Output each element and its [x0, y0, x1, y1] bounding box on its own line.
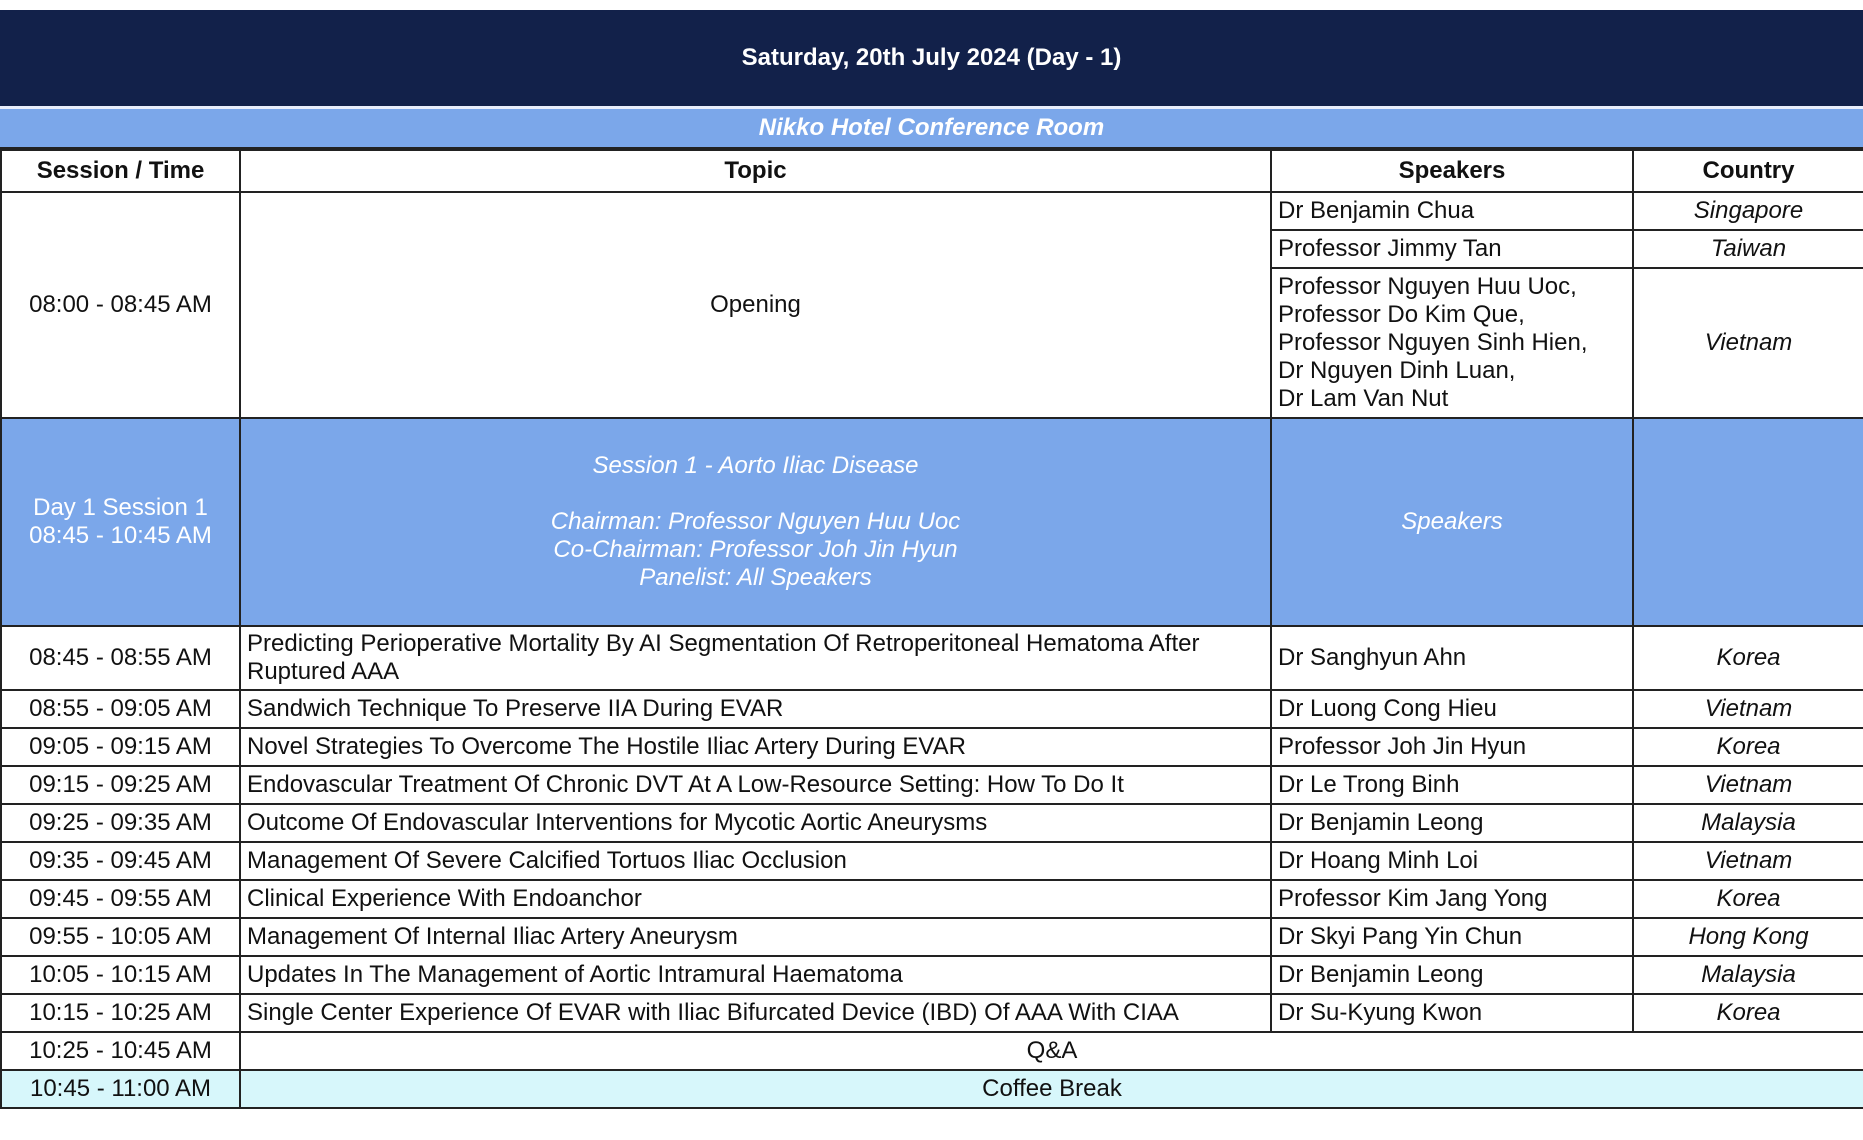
- talk-speaker: Dr Hoang Minh Loi: [1271, 842, 1633, 880]
- talk-topic: Endovascular Treatment Of Chronic DVT At A Low-Resource Setting: How To Do It: [240, 766, 1271, 804]
- qa-time: 10:25 - 10:45 AM: [1, 1032, 240, 1070]
- talk-country: Hong Kong: [1633, 918, 1863, 956]
- session-cochairman: Co-Chairman: Professor Joh Jin Hyun: [553, 536, 958, 563]
- session-label: Day 1 Session 1: [33, 494, 208, 521]
- talk-speaker: Dr Le Trong Binh: [1271, 766, 1633, 804]
- venue-banner: Nikko Hotel Conference Room: [0, 106, 1863, 149]
- talk-time: 10:05 - 10:15 AM: [1, 956, 240, 994]
- talk-time: 09:55 - 10:05 AM: [1, 918, 240, 956]
- country-cell: Vietnam: [1633, 268, 1863, 418]
- table-row: [1, 842, 1863, 880]
- qa-label: Q&A: [240, 1032, 1863, 1070]
- talk-topic: Single Center Experience Of EVAR with Iliac Bifurcated Device (IBD) Of AAA With CIAA: [240, 994, 1271, 1032]
- talk-speaker: Dr Su-Kyung Kwon: [1271, 994, 1633, 1032]
- talk-topic: Management Of Internal Iliac Artery Aneurysm: [240, 918, 1271, 956]
- table-row: [1, 880, 1863, 918]
- talk-country: Korea: [1633, 626, 1863, 690]
- talk-speaker: Dr Skyi Pang Yin Chun: [1271, 918, 1633, 956]
- table-row: [1, 192, 1863, 230]
- talk-country: Malaysia: [1633, 956, 1863, 994]
- table-row: [1, 918, 1863, 956]
- talk-speaker: Professor Joh Jin Hyun: [1271, 728, 1633, 766]
- talk-time: 09:25 - 09:35 AM: [1, 804, 240, 842]
- speaker-cell: [1271, 268, 1633, 418]
- agenda-sheet: [0, 10, 1863, 1109]
- session-title: Session 1 - Aorto Iliac Disease: [592, 452, 919, 479]
- session-time-cell: [1, 418, 240, 626]
- talk-speaker: Dr Luong Cong Hieu: [1271, 690, 1633, 728]
- talk-speaker: Professor Kim Jang Yong: [1271, 880, 1633, 918]
- speaker-name: Dr Nguyen Dinh Luan,: [1278, 357, 1516, 384]
- qa-row: [1, 1032, 1863, 1070]
- agenda-table: [0, 149, 1863, 1109]
- table-header-row: [1, 150, 1863, 192]
- talk-time: 09:05 - 09:15 AM: [1, 728, 240, 766]
- table-row: [1, 956, 1863, 994]
- speaker-cell: [1271, 230, 1633, 268]
- table-row: [1, 728, 1863, 766]
- session-chairman: Chairman: Professor Nguyen Huu Uoc: [550, 508, 961, 535]
- column-header-topic: Topic: [240, 150, 1271, 192]
- country-cell: Taiwan: [1633, 230, 1863, 268]
- talk-topic: Novel Strategies To Overcome The Hostile Iliac Artery During EVAR: [240, 728, 1271, 766]
- talk-country: Vietnam: [1633, 690, 1863, 728]
- speaker-name: Professor Nguyen Sinh Hien,: [1278, 329, 1588, 356]
- talk-time: 09:35 - 09:45 AM: [1, 842, 240, 880]
- talk-topic: Outcome Of Endovascular Interventions for Mycotic Aortic Aneurysms: [240, 804, 1271, 842]
- talk-time: 08:45 - 08:55 AM: [1, 626, 240, 690]
- column-header-speakers: Speakers: [1271, 150, 1633, 192]
- talk-speaker: Dr Benjamin Leong: [1271, 804, 1633, 842]
- speaker-name: Professor Nguyen Huu Uoc,: [1278, 273, 1577, 300]
- coffee-time: 10:45 - 11:00 AM: [1, 1070, 240, 1108]
- talk-time: 10:15 - 10:25 AM: [1, 994, 240, 1032]
- column-header-session-time: Session / Time: [1, 150, 240, 192]
- talk-country: Korea: [1633, 994, 1863, 1032]
- talk-topic: Updates In The Management of Aortic Intramural Haematoma: [240, 956, 1271, 994]
- talk-topic: Sandwich Technique To Preserve IIA During EVAR: [240, 690, 1271, 728]
- session-info-cell: [240, 418, 1271, 626]
- session-header-row: [1, 418, 1863, 626]
- talk-time: 09:45 - 09:55 AM: [1, 880, 240, 918]
- talk-speaker: Dr Benjamin Leong: [1271, 956, 1633, 994]
- session-speakers-label: Speakers: [1271, 418, 1633, 626]
- coffee-label: Coffee Break: [240, 1070, 1863, 1108]
- talk-topic: Predicting Perioperative Mortality By AI Segmentation Of Retroperitoneal Hematoma After Ruptured AAA: [240, 626, 1271, 690]
- talk-speaker: Dr Sanghyun Ahn: [1271, 626, 1633, 690]
- talk-time: 09:15 - 09:25 AM: [1, 766, 240, 804]
- session-country-blank: [1633, 418, 1863, 626]
- opening-topic: Opening: [240, 192, 1271, 418]
- coffee-break-row: [1, 1070, 1863, 1108]
- speaker-cell: [1271, 192, 1633, 230]
- column-header-country: Country: [1633, 150, 1863, 192]
- table-row: [1, 994, 1863, 1032]
- speaker-name: Professor Do Kim Que,: [1278, 301, 1525, 328]
- talk-time: 08:55 - 09:05 AM: [1, 690, 240, 728]
- talk-topic: Management Of Severe Calcified Tortuos Iliac Occlusion: [240, 842, 1271, 880]
- page-title: Saturday, 20th July 2024 (Day - 1): [0, 10, 1863, 106]
- opening-time: 08:00 - 08:45 AM: [1, 192, 240, 418]
- talk-country: Malaysia: [1633, 804, 1863, 842]
- talk-country: Korea: [1633, 880, 1863, 918]
- speaker-name: Professor Jimmy Tan: [1278, 235, 1502, 262]
- speaker-name: Dr Benjamin Chua: [1278, 197, 1475, 224]
- table-row: [1, 690, 1863, 728]
- talk-topic: Clinical Experience With Endoanchor: [240, 880, 1271, 918]
- session-panelist: Panelist: All Speakers: [639, 564, 872, 591]
- table-row: [1, 804, 1863, 842]
- session-time: 08:45 - 10:45 AM: [29, 522, 212, 549]
- table-row: [1, 766, 1863, 804]
- talk-country: Korea: [1633, 728, 1863, 766]
- talk-country: Vietnam: [1633, 842, 1863, 880]
- table-row: [1, 626, 1863, 690]
- speaker-name: Dr Lam Van Nut: [1278, 385, 1449, 412]
- country-cell: Singapore: [1633, 192, 1863, 230]
- talk-country: Vietnam: [1633, 766, 1863, 804]
